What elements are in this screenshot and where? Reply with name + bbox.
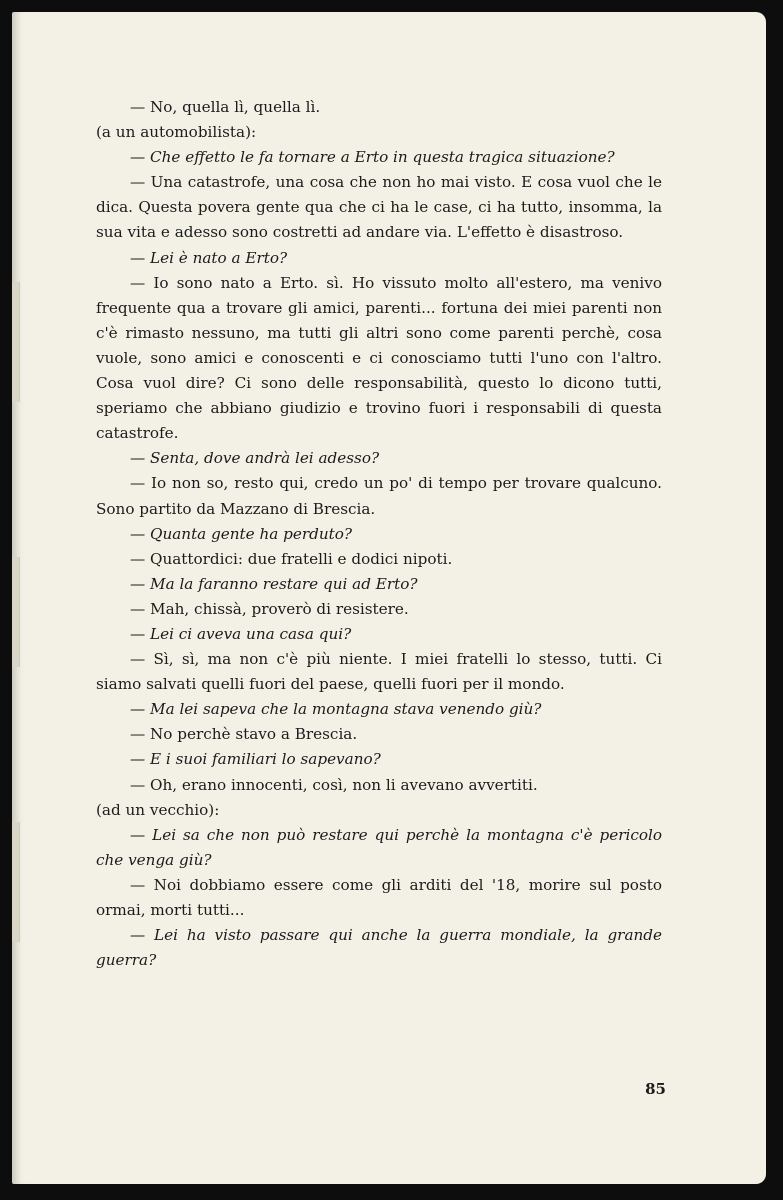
paragraph: (ad un vecchio):: [96, 800, 220, 819]
paragraph: (a un automobilista):: [96, 123, 257, 142]
page-text: [96, 95, 662, 973]
paragraph: — Lei ha visto passare qui anche la guerra mondiale, la grande guerra?: [96, 926, 662, 970]
binding-strip: [12, 282, 20, 402]
binding-strip: [12, 557, 20, 667]
paragraph: — Che effetto le fa tornare a Erto in questa tragica situazione?: [130, 148, 615, 167]
page-number: 85: [645, 1080, 666, 1098]
paragraph: — Ma lei sapeva che la montagna stava venendo giù?: [130, 700, 542, 719]
paragraph: — Noi dobbiamo essere come gli arditi del '18, morire sul posto ormai, morti tutti...: [96, 875, 662, 919]
paragraph: — Io non so, resto qui, credo un po' di tempo per trovare qualcuno. Sono partito da Mazzano di Brescia.: [96, 474, 662, 518]
paragraph: — Una catastrofe, una cosa che non ho mai visto. E cosa vuol che le dica. Questa povera gente qua che ci ha le case, ci ha tutto, insomma, la sua vita e adesso sono costretti ad andare via. L'effetto è disastroso.: [96, 173, 662, 242]
paragraph: — Quattordici: due fratelli e dodici nipoti.: [130, 549, 453, 568]
paragraph: — E i suoi familiari lo sapevano?: [130, 750, 381, 769]
paragraph: — Ma la faranno restare qui ad Erto?: [130, 574, 418, 593]
paragraph: — Oh, erano innocenti, così, non li avevano avvertiti.: [130, 775, 538, 794]
paragraph: — Lei ci aveva una casa qui?: [130, 624, 352, 643]
paragraph: — Io sono nato a Erto. sì. Ho vissuto molto all'estero, ma venivo frequente qua a trovare gli amici, parenti... fortuna dei miei parenti non c'è rimasto nessuno, ma tutti gli altri sono come parenti perchè, cosa vuole, sono amici e conoscenti e ci conosciamo tutti l'uno con l'altro. Cosa vuol dire? Ci sono delle responsabilità, questo lo dicono tutti, speriamo che abbiano giudizio e trovino fuori i responsabili di questa catastrofe.: [96, 273, 662, 443]
paragraph: — Mah, chissà, proverò di resistere.: [130, 599, 409, 618]
paragraph: — No, quella lì, quella lì.: [130, 98, 321, 116]
book-page: [12, 12, 766, 1184]
paragraph: — Sì, sì, ma non c'è più niente. I miei fratelli lo stesso, tutti. Ci siamo salvati quelli fuori del paese, quelli fuori per il mondo.: [96, 650, 662, 694]
paragraph: — Senta, dove andrà lei adesso?: [130, 449, 380, 468]
paragraph: — Lei sa che non può restare qui perchè la montagna c'è pericolo che venga giù?: [96, 825, 662, 869]
paragraph: — Quanta gente ha perduto?: [130, 524, 353, 543]
binding-strip: [12, 822, 20, 942]
paragraph: — No perchè stavo a Brescia.: [130, 725, 358, 744]
paragraph: — Lei è nato a Erto?: [130, 248, 288, 267]
